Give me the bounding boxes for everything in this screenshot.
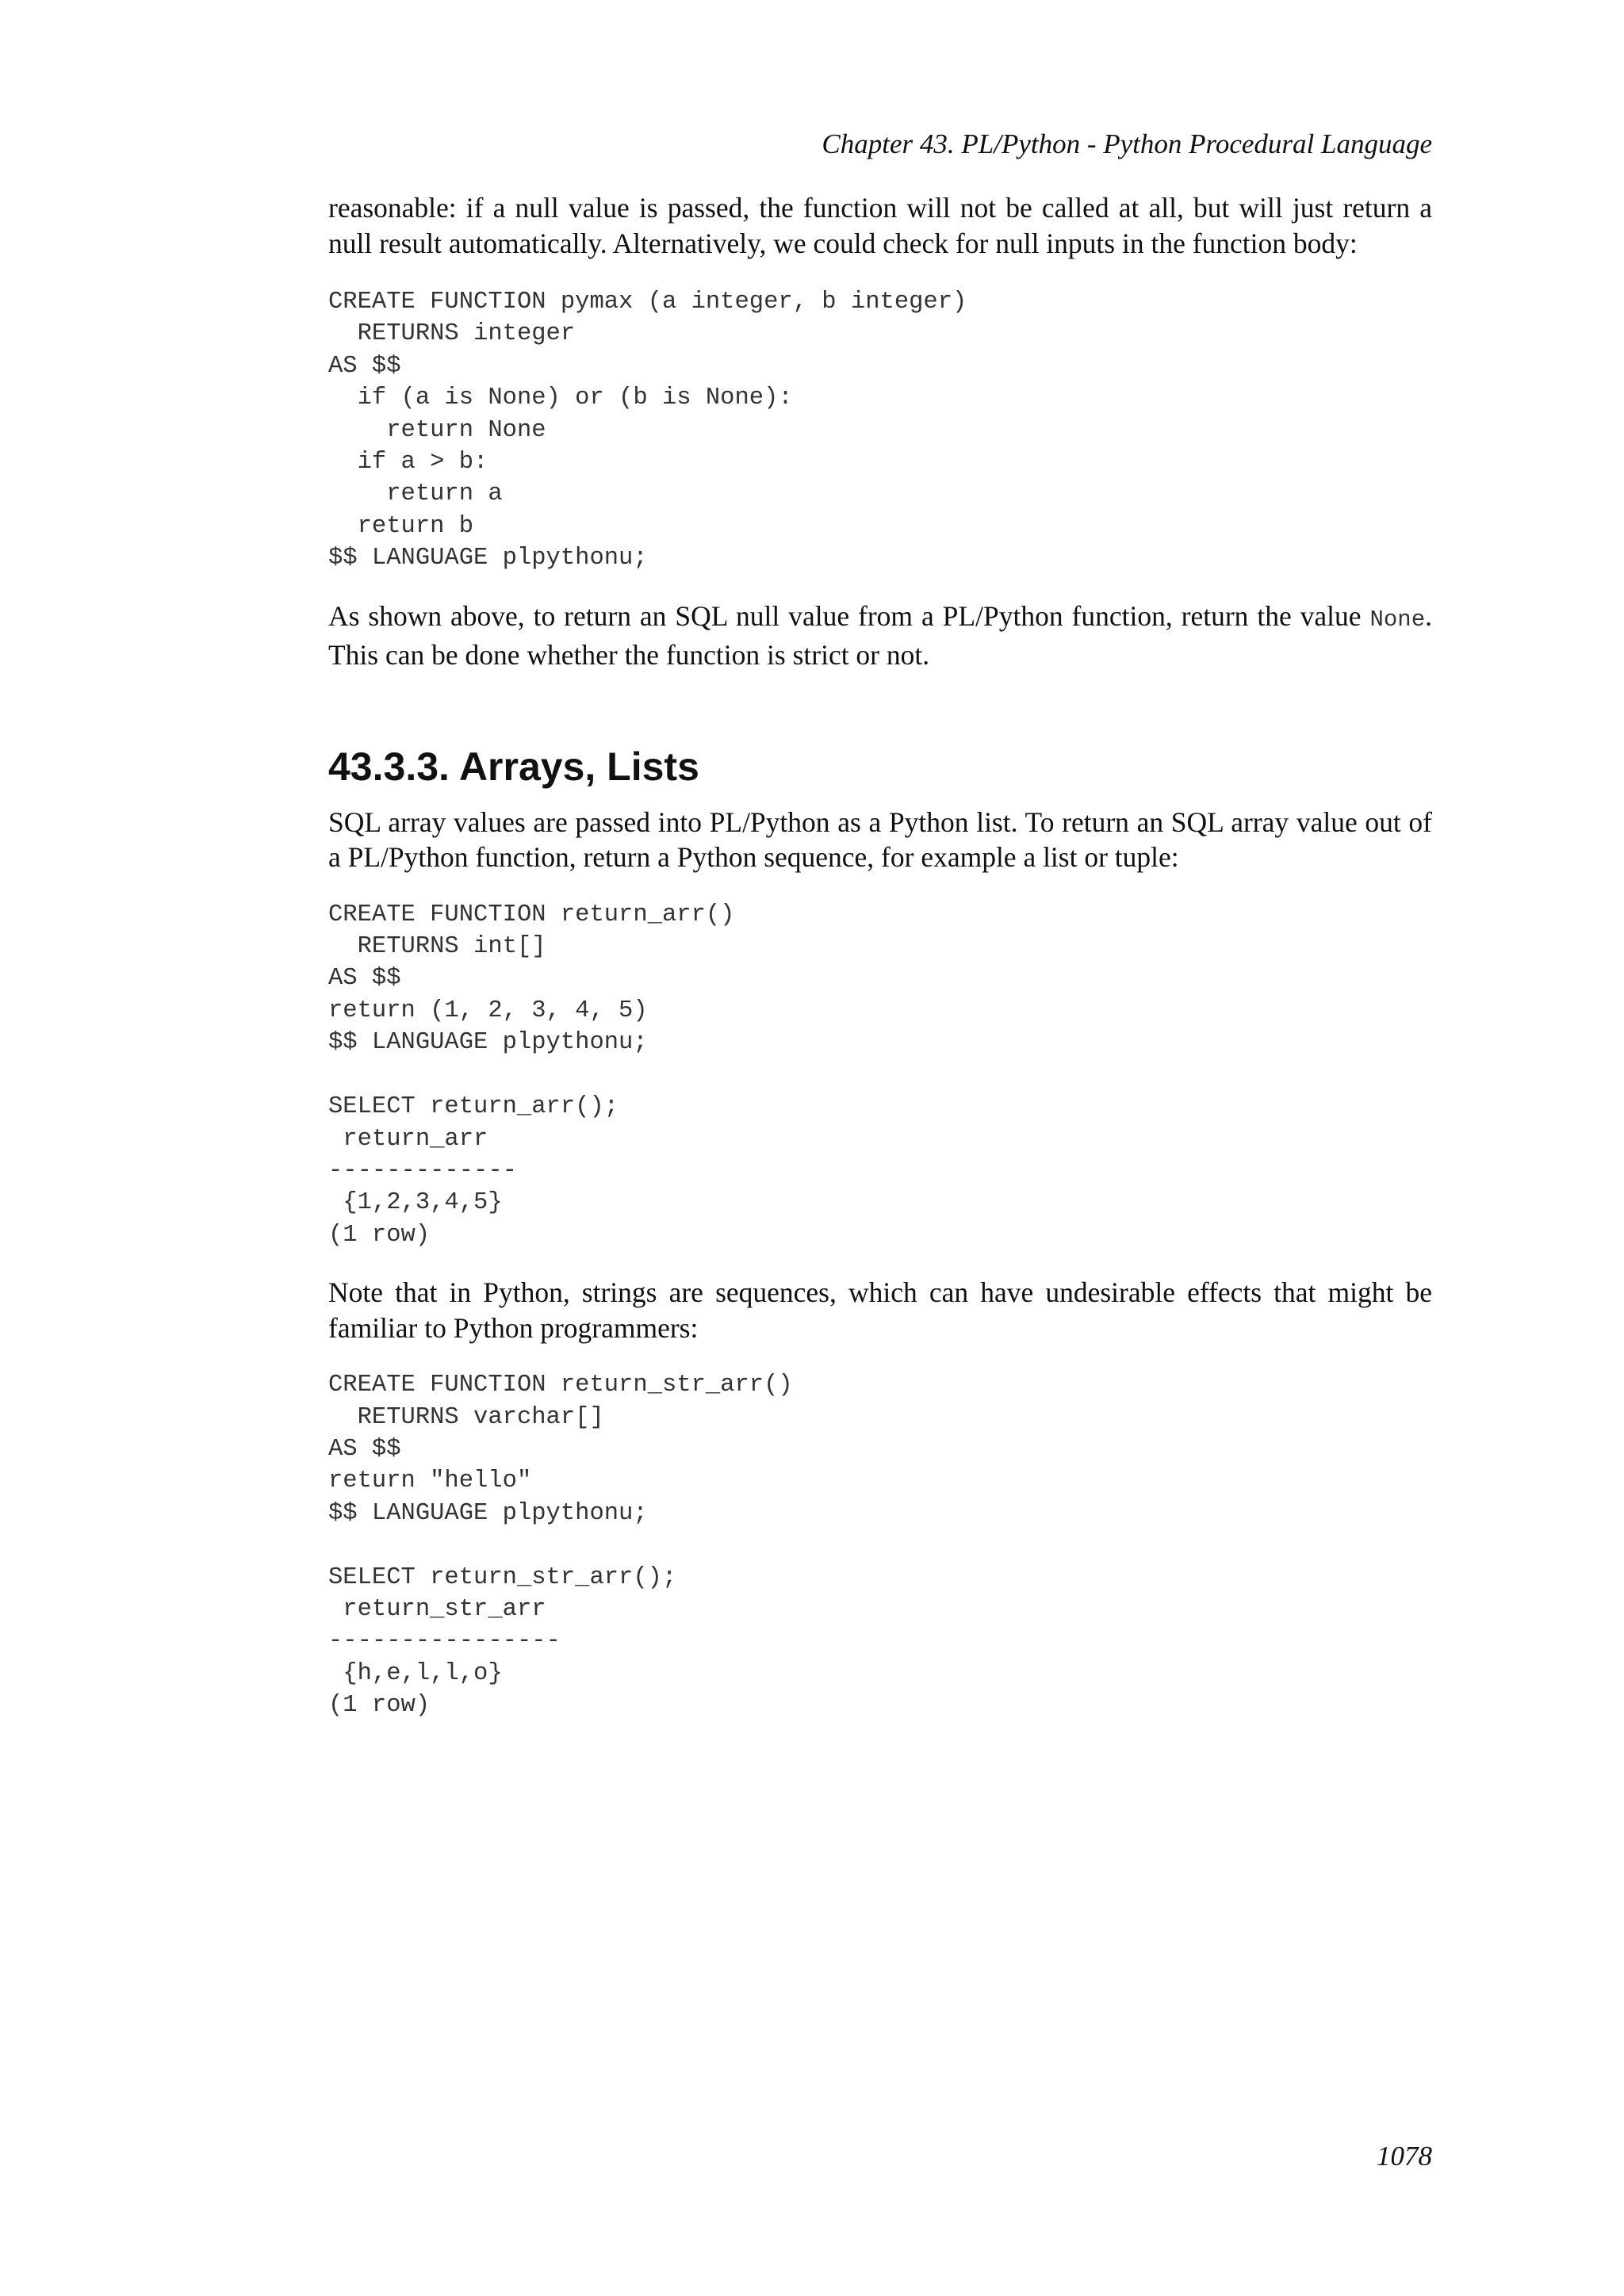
section-heading: 43.3.3. Arrays, Lists — [328, 744, 699, 789]
document-page — [328, 0, 1432, 2296]
null-value-paragraph — [328, 599, 1432, 673]
running-header: Chapter 43. PL/Python - Python Procedural Language — [822, 128, 1432, 159]
code-block-pymax: CREATE FUNCTION pymax (a integer, b integer) RETURNS integer AS $$ if (a is None) or (b is None): return None if a > b: return a return b $$ LANGUAGE plpythonu; — [328, 289, 967, 572]
code-block-return-arr: CREATE FUNCTION return_arr() RETURNS int[] AS $$ return (1, 2, 3, 4, 5) $$ LANGUAGE plpythonu; SELECT return_arr(); return_arr ------------- {1,2,3,4,5} (1 row) — [328, 901, 735, 1249]
null-paragraph-text-after: . This can be done whether the function is strict or not. — [328, 599, 1432, 672]
page-body — [328, 190, 1432, 1722]
intro-paragraph: reasonable: if a null value is passed, the function will not be called at all, but will just return a null result automatically. Alternatively, we could check for null inputs in the function body: — [328, 192, 1432, 259]
page-number: 1078 — [1377, 2141, 1432, 2172]
inline-code-none: None — [1369, 606, 1426, 633]
arrays-paragraph: SQL array values are passed into PL/Python as a Python list. To return an SQL array value out of a PL/Python function, return a Python sequence, for example a list or tuple: — [328, 806, 1432, 874]
strings-paragraph: Note that in Python, strings are sequences, which can have undesirable effects that might be familiar to Python programmers: — [328, 1276, 1432, 1344]
null-paragraph-text-before: As shown above, to return an SQL null value from a PL/Python function, return the value — [328, 599, 1370, 632]
code-block-return-str-arr: CREATE FUNCTION return_str_arr() RETURNS varchar[] AS $$ return "hello" $$ LANGUAGE plpythonu; SELECT return_str_arr(); return_str_arr ---------------- {h,e,l,l,o} (1 row) — [328, 1372, 793, 1720]
